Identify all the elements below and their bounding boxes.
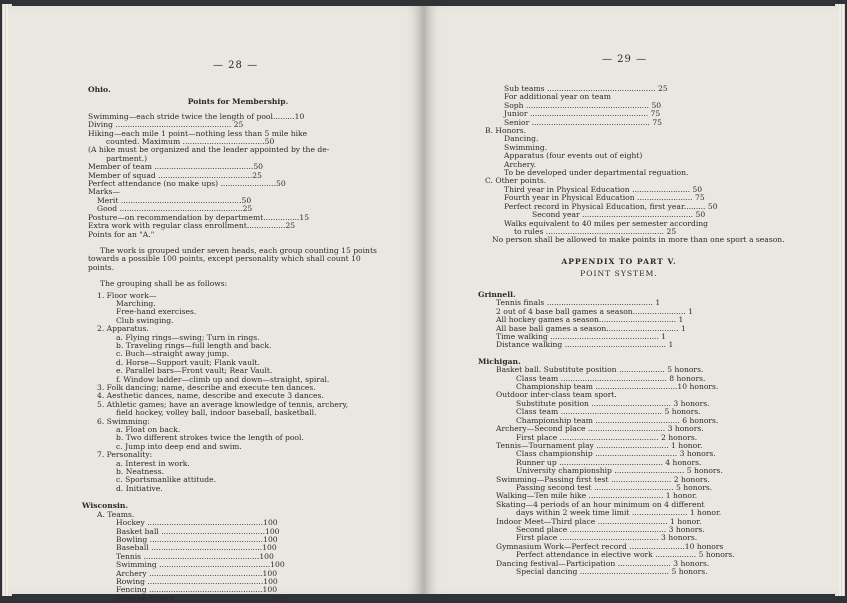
grouping-item: b. Traveling rings—full length and back. (116, 340, 272, 350)
right-line: Perfect record in Physical Education, first year......... 50 (504, 201, 718, 211)
michigan-line: Swimming—Passing first test ......................... 2 honors. (496, 474, 710, 484)
grouping-item: a. Flying rings—swing; Turn in rings. (116, 332, 260, 342)
team-line: Bowling ...............................................100 (116, 534, 278, 544)
grouping-item: a. Interest in work. (116, 458, 190, 468)
grinnell-section (478, 291, 798, 576)
right-page (424, 6, 839, 594)
grouping-item: c. Sportsmanlike attitude. (116, 475, 217, 485)
michigan-line: First place ......................................... 2 honors. (516, 432, 698, 442)
right-line: Junior ................................................. 75 (504, 109, 661, 119)
grouping-item: Marching. (116, 298, 156, 308)
grouping-item: c. Buch—straight away jump. (116, 349, 230, 359)
grouping-item: 5. Athletic games; have an average knowledge of tennis, archery, (97, 399, 349, 409)
right-line: Apparatus (four events out of eight) (504, 151, 643, 161)
grinnell-heading: Grinnell. (478, 290, 516, 299)
team-line: Field and track .......................................100 (116, 593, 286, 603)
right-line: Fourth year in Physical Education ....................... 75 (504, 193, 705, 203)
right-line: Walks equivalent to 40 miles per semester according (504, 218, 709, 228)
grinnell-line: 2 out of 4 base ball games a season...................... 1 (496, 306, 694, 316)
ohio-line: (A hike must be organized and the leader appointed by the de- (88, 145, 330, 155)
michigan-line: Indoor Meet—Third place ............................. 1 honor. (496, 516, 702, 526)
grouping-item: f. Window ladder—climb up and down—straight, spiral. (116, 374, 330, 384)
michigan-line: Perfect attendance in elective work ................. 5 honors. (516, 550, 735, 560)
grouping-item: 2. Apparatus. (97, 324, 149, 334)
wisconsin-heading: Wisconsin. (82, 501, 129, 511)
right-line: For additional year on team (504, 92, 611, 102)
michigan-line: Archery—Second place ................................ 3 honors. (496, 424, 704, 434)
ohio-line: Marks— (88, 187, 121, 197)
ohio-line: Swimming—each stride twice the length of pool.........10 (88, 111, 305, 121)
ohio-line: Perfect attendance (no make ups) .......................50 (88, 179, 286, 189)
wisconsin-continued (476, 85, 786, 245)
grouping-item: Free-hand exercises. (116, 307, 197, 317)
grouping-item: 1. Floor work— (97, 290, 157, 300)
page-number-left: — 28 — (213, 60, 259, 71)
ohio-heading: Ohio. (88, 85, 111, 94)
grouping-item: c. Jump into deep end and swim. (116, 441, 242, 451)
michigan-line: Class team .......................................... 5 honors. (516, 407, 701, 417)
note-paragraph: No person shall be allowed to make points in more than one sport a season. (492, 235, 785, 245)
grouping-item: b. Two different strokes twice the length of pool. (116, 433, 304, 443)
grouping-item: d. Initiative. (116, 483, 163, 493)
points-heading: Points for Membership. (187, 97, 289, 107)
team-line: Rowing ................................................100 (116, 576, 278, 586)
right-line: Second year .............................................. 50 (532, 210, 706, 220)
right-line: To be developed under departmental reguation. (504, 168, 689, 178)
michigan-line: Walking—Ten mile hike ............................... 1 honor. (496, 491, 698, 501)
michigan-line: Gymnasium Work—Perfect record .......................10 honors (496, 541, 724, 551)
grouping-item: 3. Folk dancing; name, describe and execute ten dances. (97, 383, 316, 392)
appendix-subtitle: POINT SYSTEM. (580, 269, 658, 279)
grouping-item: 4. Aesthetic dances, name, describe and execute 3 dances. (97, 391, 324, 401)
grinnell-line: All hockey games a season................................ 1 (496, 315, 684, 325)
michigan-line: Substitute position ................................. 3 honors. (516, 398, 710, 408)
teams-label: A. Teams. (97, 509, 135, 519)
michigan-line: Passing second test ................................. 5 honors. (516, 482, 713, 492)
right-line: Third year in Physical Education ........................ 50 (504, 184, 703, 194)
left-page (8, 6, 424, 603)
team-line: Tennis ................................................100 (116, 551, 274, 561)
ohio-line: Posture—on recommendation by departmemt...............15 (88, 212, 310, 222)
right-line: B. Honors. (485, 126, 527, 136)
ohio-line: Extra work with regular class enrollment................25 (88, 221, 296, 231)
michigan-line: Championship team ................................... 6 honors. (516, 415, 719, 425)
right-line: Senior ................................................. 75 (504, 117, 662, 127)
right-line: Sub teams ............................................. 25 (504, 84, 668, 93)
ohio-line: Merit ..................................................50 (97, 195, 252, 205)
michigan-line: Runner up ........................................... 4 honors. (516, 457, 702, 467)
grinnell-line: Distance walking .......................................... 1 (496, 340, 674, 350)
michigan-line: Tennis—Tournament play .............................. 1 honor. (496, 440, 703, 450)
team-line: Baseball ..............................................100 (116, 543, 277, 553)
ohio-line: Member of squad .......................................25 (88, 170, 262, 180)
right-line: to rules ................................................. 25 (514, 226, 677, 236)
grinnell-line: Time walking ............................................. 1 (496, 332, 667, 342)
michigan-line: Dancing festival—Participation ...................... 3 honors. (496, 558, 710, 568)
right-line: Dancing. (504, 134, 539, 144)
ohio-line: partment.) (106, 153, 148, 163)
grouping-item: d. Horse—Support vault; Flank vault. (116, 357, 260, 367)
michigan-heading: Michigan. (478, 356, 521, 366)
ohio-section (82, 85, 388, 603)
grouping-paragraph: The work is grouped under seven heads, each group counting 15 points towards a possible 100 points, except personality which shall count 10 points. (88, 245, 377, 272)
team-line: Hockey ................................................100 (116, 518, 278, 528)
michigan-line: Class championship .................................. 3 honors. (516, 449, 716, 459)
appendix-title: APPENDIX TO PART V. (561, 257, 677, 266)
michigan-line: days within 2 week time limit ....................... 1 honor. (516, 508, 722, 518)
michigan-line: Skating—4 periods of an hour minimum on 4 different (496, 499, 705, 509)
grouping-item: Club swinging. (116, 315, 174, 325)
ohio-line: Good ...................................................25 (97, 204, 253, 214)
right-line: Swimming. (504, 142, 548, 152)
michigan-line: First place ......................................... 3 honors. (516, 533, 698, 543)
grouping-item: a. Float on back. (116, 425, 181, 435)
michigan-line: Special dancing ..................................... 5 honors. (516, 567, 708, 576)
grouping-intro: The grouping shall be as follows: (100, 279, 228, 289)
grouping-item: 7. Personality: (97, 450, 153, 460)
grouping-item: 6. Swimming: (97, 416, 150, 426)
page-number-right: — 29 — (602, 54, 648, 65)
michigan-line: University championship ............................. 5 honors. (516, 466, 723, 476)
right-line: Archery. (504, 159, 537, 169)
ohio-line: Hiking—each mile 1 point—nothing less than 5 mile hike (88, 128, 308, 138)
team-line: Fencing ...............................................100 (116, 585, 278, 595)
ohio-line: Member of team .........................................50 (88, 162, 263, 172)
grouping-item: field hockey, volley ball, indoor baseball, basketball. (116, 408, 317, 418)
michigan-line: Championship team ..................................10 honors. (516, 382, 719, 392)
team-line: Swimming ..............................................100 (116, 560, 285, 570)
grinnell-line: Tennis finals ............................................ 1 (496, 298, 661, 308)
grouping-item: e. Parallel bars—Front vault; Rear Vault. (116, 366, 273, 376)
grouping-item: b. Neatness. (116, 467, 164, 477)
appendix-section (474, 258, 764, 279)
michigan-line: Class team ............................................ 8 honors. (516, 373, 706, 383)
team-line: Archery ...............................................100 (116, 568, 278, 578)
team-line: Basket ball ...........................................100 (116, 526, 280, 536)
michigan-line: Second place ........................................ 3 honors. (516, 524, 705, 534)
right-line: C. Other points. (485, 176, 547, 186)
grinnell-line: All base ball games a season.............................. 1 (496, 323, 686, 333)
michigan-line: Outdoor inter-class team sport. (496, 390, 617, 400)
right-line: Soph ................................................... 50 (504, 100, 662, 110)
ohio-line: counted. Maximum ..................................50 (106, 137, 275, 147)
ohio-line: Points for an "A." (88, 229, 155, 239)
michigan-line: Basket ball. Substitute position ................... 5 honors. (496, 365, 704, 375)
ohio-line: Diving ................................................ 25 (88, 120, 244, 130)
